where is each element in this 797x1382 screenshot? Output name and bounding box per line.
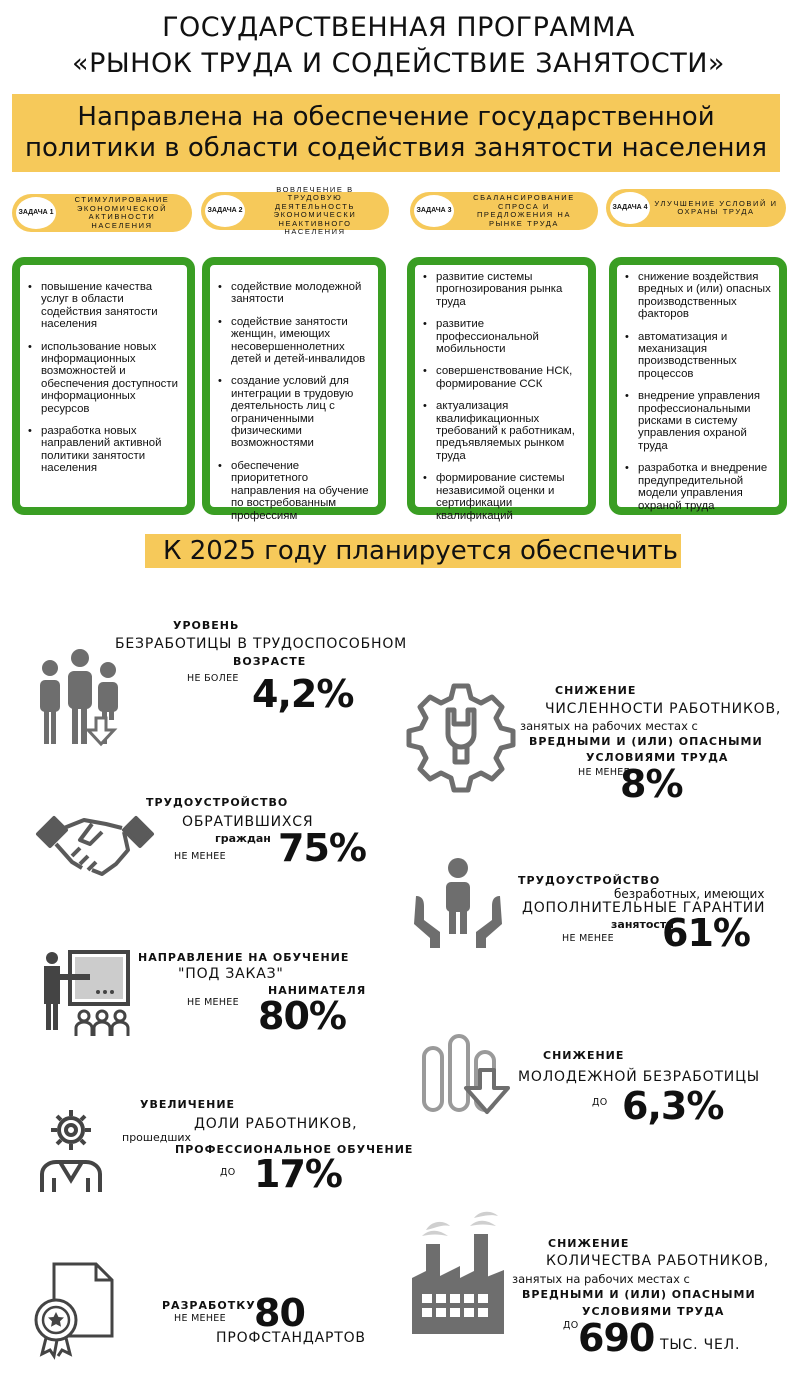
task-pill-3 xyxy=(410,192,598,230)
employment-guarantees-label-2: безработных, имеющих xyxy=(614,887,765,901)
task-badge-3: ЗАДАЧА 3 xyxy=(414,195,454,227)
employment-guarantees-prefix: НЕ МЕНЕЕ xyxy=(562,933,614,944)
task-2-item: • создание условий для интеграции в трудовую деятельность лиц с ограниченными физическими возможностями xyxy=(218,375,372,449)
task-badge-4: ЗАДАЧА 4 xyxy=(610,192,650,224)
task-3-item: • формирование системы независимой оценки и сертификации квалификаций xyxy=(423,472,582,522)
unemployment-label-1: УРОВЕНЬ xyxy=(173,619,240,632)
task-pill-2 xyxy=(201,184,389,236)
task-2-item: • содействие занятости женщин, имеющих несовершеннолетних детей и детей-инвалидов xyxy=(218,316,372,366)
standards-label-1: РАЗРАБОТКУ xyxy=(162,1299,256,1312)
task-title-3: СБАЛАНСИРОВАНИЕ СПРОСА И ПРЕДЛОЖЕНИЯ НА РЫНКЕ ТРУДА xyxy=(473,193,575,228)
youth-unemployment-label-1: СНИЖЕНИЕ xyxy=(543,1049,625,1062)
employment-guarantees-label-3: ДОПОЛНИТЕЛЬНЫЕ ГАРАНТИИ xyxy=(522,900,766,916)
page-title-line2: «РЫНОК ТРУДА И СОДЕЙСТВИЕ ЗАНЯТОСТИ» xyxy=(72,48,725,79)
hazard-reduction-prefix: НЕ МЕНЕЕ xyxy=(578,767,630,778)
training-order-label-3: НАНИМАТЕЛЯ xyxy=(268,984,367,997)
training-share-label-4: ПРОФЕССИОНАЛЬНОЕ ОБУЧЕНИЕ xyxy=(175,1143,414,1156)
hazard-count-label-5: УСЛОВИЯМИ ТРУДА xyxy=(582,1305,725,1318)
unemployment-value: 4,2% xyxy=(252,672,354,716)
training-order-label-1: НАПРАВЛЕНИЕ НА ОБУЧЕНИЕ xyxy=(138,951,350,964)
hazard-count-prefix: ДО xyxy=(563,1320,579,1331)
hazard-reduction-label-5: УСЛОВИЯМИ ТРУДА xyxy=(586,751,729,764)
training-order-value: 80% xyxy=(258,994,346,1038)
hazard-reduction-label-2: ЧИСЛЕННОСТИ РАБОТНИКОВ, xyxy=(545,701,782,717)
task-2-item: • содействие молодежной занятости xyxy=(218,281,372,306)
subtitle-line2: политики в области содействия занятости населения xyxy=(24,133,768,163)
standards-prefix: НЕ МЕНЕЕ xyxy=(174,1313,226,1324)
hazard-reduction-label-4: ВРЕДНЫМИ И (ИЛИ) ОПАСНЫМИ xyxy=(529,735,763,748)
training-order-prefix: НЕ МЕНЕЕ xyxy=(187,997,239,1008)
youth-unemployment-label-2: МОЛОДЕЖНОЙ БЕЗРАБОТИЦЫ xyxy=(518,1069,760,1085)
task-4-item: • внедрение управления профессиональными рисками в систему управления охраной труда xyxy=(625,390,773,452)
hazard-count-unit: ТЫС. ЧЕЛ. xyxy=(660,1337,741,1353)
training-order-label-2: "ПОД ЗАКАЗ" xyxy=(178,966,284,982)
hazard-count-label-2: КОЛИЧЕСТВА РАБОТНИКОВ, xyxy=(546,1253,770,1269)
task-title-2: ВОВЛЕЧЕНИЕ В ТРУДОВУЮ ДЕЯТЕЛЬНОСТЬ ЭКОНОМИЧЕСКИ НЕАКТИВНОГО НАСЕЛЕНИЯ xyxy=(273,184,357,236)
task-3-item: • развитие системы прогнозирования рынка труда xyxy=(423,271,582,308)
task-4-item: • автоматизация и механизация производственных процессов xyxy=(625,331,773,381)
certificate-icon xyxy=(34,1258,118,1358)
employment-applied-value: 75% xyxy=(278,826,366,870)
employment-guarantees-label-4: занятости xyxy=(611,918,675,931)
task-pill-4 xyxy=(606,189,786,227)
hazard-reduction-value: 8% xyxy=(620,762,683,806)
plan-banner: К 2025 году планируется обеспечить xyxy=(145,534,681,568)
hazard-reduction-label-3: занятых на рабочих местах с xyxy=(520,719,698,733)
hazard-count-label-4: ВРЕДНЫМИ И (ИЛИ) ОПАСНЫМИ xyxy=(522,1288,756,1301)
youth-unemployment-value: 6,3% xyxy=(622,1084,724,1128)
standards-label-2: ПРОФСТАНДАРТОВ xyxy=(216,1330,366,1346)
presentation-icon xyxy=(40,948,132,1040)
task-pill-1 xyxy=(12,194,192,232)
task-1-item: • разработка новых направлений активной политики занятости населения xyxy=(28,425,181,475)
employment-applied-label-3: граждан xyxy=(215,832,271,845)
training-share-value: 17% xyxy=(254,1152,342,1196)
employment-applied-prefix: НЕ МЕНЕЕ xyxy=(174,851,226,862)
task-title-4: УЛУЧШЕНИЕ УСЛОВИЙ И ОХРАНЫ ТРУДА xyxy=(654,198,778,216)
hazard-count-label-3: занятых на рабочих местах с xyxy=(512,1272,690,1286)
support-person-icon xyxy=(414,856,502,952)
training-share-label-3: прошедших xyxy=(122,1131,192,1144)
factory-icon xyxy=(412,1212,504,1334)
people-icon xyxy=(36,646,122,746)
task-1-item: • использование новых информационных возможностей и обеспечения доступности информационных ресурсов xyxy=(28,341,181,415)
handshake-icon xyxy=(36,810,154,880)
employment-applied-label-2: ОБРАТИВШИХСЯ xyxy=(182,814,314,830)
gear-wrench-icon xyxy=(410,682,512,784)
task-badge-1: ЗАДАЧА 1 xyxy=(16,197,56,229)
task-2-item: • обеспечение приоритетного направления на обучение по востребованным профессиям xyxy=(218,460,372,522)
task-card-1 xyxy=(12,257,195,515)
standards-value: 80 xyxy=(254,1291,305,1335)
declining-bars-icon xyxy=(420,1024,516,1116)
hazard-count-label-1: СНИЖЕНИЕ xyxy=(548,1237,630,1250)
youth-unemployment-prefix: ДО xyxy=(592,1097,608,1108)
training-share-label-2: ДОЛИ РАБОТНИКОВ, xyxy=(194,1116,358,1132)
hazard-reduction-label-1: СНИЖЕНИЕ xyxy=(555,684,637,697)
task-badge-2: ЗАДАЧА 2 xyxy=(205,195,245,227)
task-1-item: • повышение качества услуг в области содействия занятости населения xyxy=(28,281,181,331)
gear-person-icon xyxy=(38,1104,104,1194)
unemployment-label-3: ВОЗРАСТЕ xyxy=(233,655,307,668)
task-3-item: • совершенствование НСК, формирование ССК xyxy=(423,365,582,390)
hazard-count-value: 690 xyxy=(578,1316,655,1360)
task-3-item: • актуализация квалификационных требований к работникам, предъявляемых рынком труда xyxy=(423,400,582,462)
employment-applied-label-1: ТРУДОУСТРОЙСТВО xyxy=(146,796,289,809)
employment-guarantees-value: 61% xyxy=(662,911,750,955)
page-title-line1: ГОСУДАРСТВЕННАЯ ПРОГРАММА xyxy=(162,12,635,43)
task-3-item: • развитие профессиональной мобильности xyxy=(423,318,582,355)
task-title-1: СТИМУЛИРОВАНИЕ ЭКОНОМИЧЕСКОЙ АКТИВНОСТИ НАСЕЛЕНИЯ xyxy=(74,195,170,230)
unemployment-prefix: НЕ БОЛЕЕ xyxy=(187,673,239,684)
task-4-item: • разработка и внедрение предупредительной модели управления охраной труда xyxy=(625,462,773,512)
training-share-prefix: ДО xyxy=(220,1167,236,1178)
subtitle-line1: Направлена на обеспечение государственной xyxy=(77,102,715,132)
unemployment-label-2: БЕЗРАБОТИЦЫ В ТРУДОСПОСОБНОМ xyxy=(115,636,408,652)
task-card-3 xyxy=(407,257,596,522)
task-card-2 xyxy=(202,257,386,522)
task-4-item: • снижение воздействия вредных и (или) опасных производственных факторов xyxy=(625,271,773,321)
subtitle-banner xyxy=(12,94,780,172)
training-share-label-1: УВЕЛИЧЕНИЕ xyxy=(140,1098,236,1111)
task-card-4 xyxy=(609,257,787,515)
employment-guarantees-label-1: ТРУДОУСТРОЙСТВО xyxy=(518,874,661,887)
